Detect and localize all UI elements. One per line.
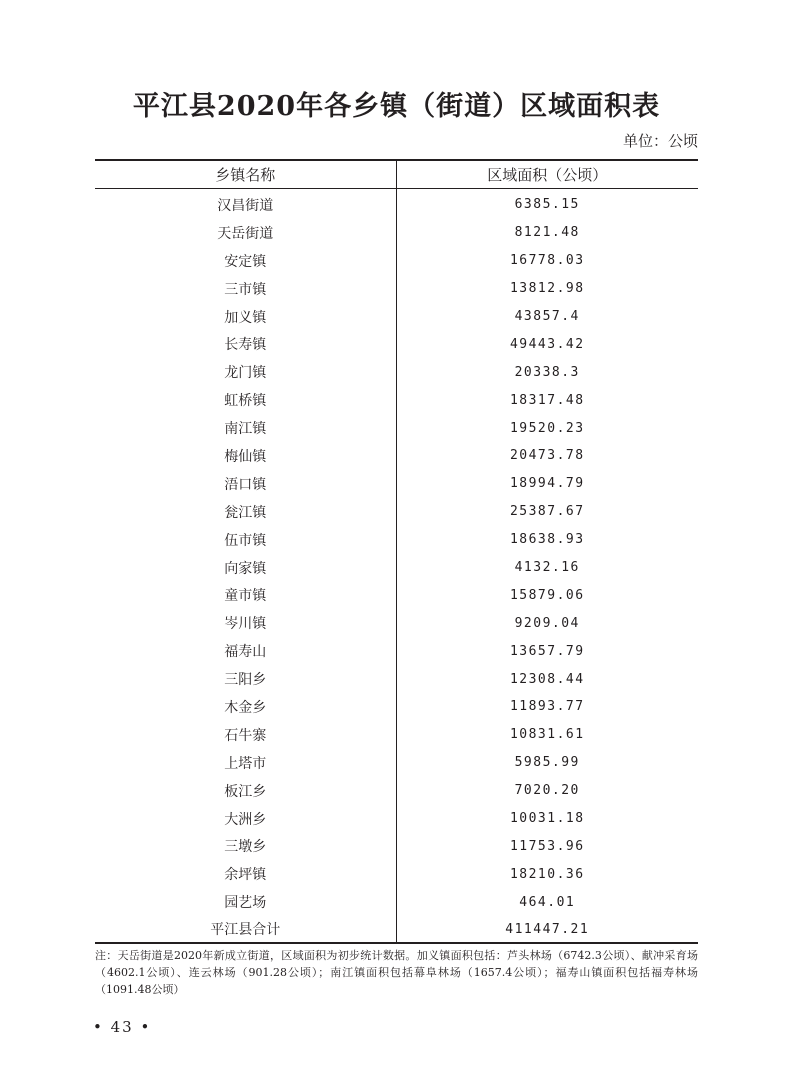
township-name-cell: 板江乡 (95, 777, 396, 805)
area-value-cell: 4132.16 (514, 560, 580, 576)
area-value-cell: 8121.48 (514, 225, 580, 241)
area-value-cell: 10031.18 (509, 811, 585, 827)
township-name-cell: 天岳街道 (95, 219, 396, 247)
township-name-cell: 伍市镇 (95, 526, 396, 554)
table-row (95, 777, 698, 805)
table-row (95, 581, 698, 609)
township-name-cell: 平江县合计 (95, 916, 396, 943)
township-name-cell: 石牛寨 (95, 721, 396, 749)
area-table-container (95, 159, 698, 944)
township-name-cell: 大洲乡 (95, 805, 396, 833)
area-value-cell: 16778.03 (509, 253, 585, 269)
table-row (95, 609, 698, 637)
township-name-cell: 向家镇 (95, 554, 396, 582)
table-row (95, 526, 698, 554)
township-name-cell: 梅仙镇 (95, 442, 396, 470)
area-value-cell: 43857.4 (514, 309, 580, 324)
table-row (95, 219, 698, 247)
township-name-cell: 岑川镇 (95, 609, 396, 637)
table-body (95, 189, 698, 944)
table-row (95, 860, 698, 888)
page-title: 平江县2020年各乡镇（街道）区域面积表 (132, 91, 661, 122)
unit-label: 单位：公顷 (622, 132, 698, 150)
area-value-cell: 13657.79 (509, 643, 585, 659)
table-row (95, 442, 698, 470)
township-name-cell: 长寿镇 (95, 330, 396, 358)
township-name-cell: 上塔市 (95, 749, 396, 777)
table-row (95, 805, 698, 833)
township-name-cell: 三市镇 (95, 275, 396, 303)
area-value-cell: 7020.20 (514, 783, 580, 799)
area-table (95, 159, 698, 944)
township-name-cell: 福寿山 (95, 637, 396, 665)
table-row (95, 693, 698, 721)
table-row (95, 386, 698, 414)
table-row (95, 749, 698, 777)
township-name-cell: 三阳乡 (95, 665, 396, 693)
township-name-cell: 瓮江镇 (95, 498, 396, 526)
township-name-cell: 虹桥镇 (95, 386, 396, 414)
table-row (95, 275, 698, 303)
table-header-row (95, 160, 698, 189)
area-value-cell: 10831.61 (509, 727, 585, 743)
township-name-cell: 加义镇 (95, 303, 396, 331)
area-value-cell: 25387.67 (509, 504, 585, 520)
township-name-cell: 南江镇 (95, 414, 396, 442)
township-name-cell: 童市镇 (95, 581, 396, 609)
area-value-cell: 19520.23 (509, 420, 585, 436)
table-row (95, 637, 698, 665)
area-value-cell: 13812.98 (509, 281, 585, 297)
page-number: • 43 • (93, 1018, 152, 1036)
area-value-cell: 18994.79 (509, 476, 585, 492)
area-value-cell: 12308.44 (509, 671, 585, 687)
township-name-cell: 三墩乡 (95, 832, 396, 860)
township-name-cell: 龙门镇 (95, 358, 396, 386)
table-row (95, 554, 698, 582)
table-row (95, 414, 698, 442)
township-name-cell: 浯口镇 (95, 470, 396, 498)
township-name-cell: 木金乡 (95, 693, 396, 721)
table-row (95, 330, 698, 358)
table-row (95, 303, 698, 331)
footnote: 注：天岳街道是2020年新成立街道，区域面积为初步统计数据。加义镇面积包括：芦头林场（6742.3公顷）、献冲采育场（4602.1公顷）、连云林场（901.28公顷）；南江镇面积包括幕阜林场（1657.4公顷）；福寿山镇面积包括福寿林场（1091.48公顷） (95, 949, 698, 996)
table-row (95, 832, 698, 860)
table-row (95, 470, 698, 498)
table-row (95, 665, 698, 693)
area-value-cell: 11753.96 (509, 838, 585, 854)
table-row (95, 358, 698, 386)
township-name-cell: 余坪镇 (95, 860, 396, 888)
area-value-cell: 411447.21 (396, 916, 698, 943)
table-row (95, 888, 698, 916)
area-value-cell: 18317.48 (509, 392, 585, 408)
area-value-cell: 5985.99 (514, 755, 580, 771)
area-value-cell: 18638.93 (509, 532, 585, 548)
table-row (95, 189, 698, 219)
township-name-cell: 园艺场 (95, 888, 396, 916)
area-value-cell: 20338.3 (514, 364, 580, 380)
township-name-cell: 汉昌街道 (95, 189, 396, 219)
area-value-cell: 464.01 (519, 894, 576, 910)
area-value-cell: 49443.42 (509, 336, 585, 352)
area-value-cell: 6385.15 (514, 197, 580, 213)
table-row (95, 498, 698, 526)
table-row (95, 916, 698, 943)
table-row (95, 721, 698, 749)
area-value-cell: 9209.04 (514, 615, 580, 631)
area-value-cell: 15879.06 (509, 587, 585, 603)
column-header-township: 乡镇名称 (95, 160, 396, 189)
table-row (95, 247, 698, 275)
area-value-cell: 20473.78 (509, 448, 585, 464)
area-value-cell: 11893.77 (509, 699, 585, 715)
township-name-cell: 安定镇 (95, 247, 396, 275)
column-header-area: 区域面积（公顷） (396, 160, 698, 189)
area-value-cell: 18210.36 (509, 866, 585, 882)
